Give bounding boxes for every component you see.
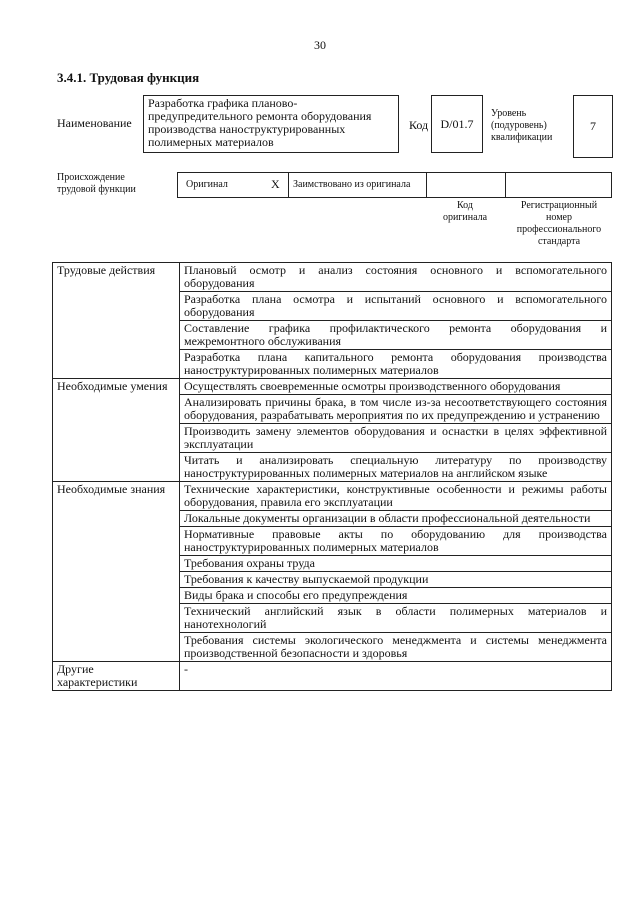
function-table (52, 262, 612, 691)
borrowed-label: Заимствовано из оригинала (293, 179, 411, 190)
table-cell: Нормативные правовые акты по оборудованию для производства наноструктурированных полимерных материалов (180, 527, 612, 556)
table-cell: - (180, 662, 612, 691)
name-line: производства наноструктурированных (148, 122, 346, 136)
category-cell: Трудовые действия (53, 263, 180, 379)
table-cell: Требования к качеству выпускаемой продукции (180, 572, 612, 588)
origin-label-line: трудовой функции (57, 184, 136, 195)
level-value: 7 (573, 95, 613, 158)
reg-number-caption (505, 200, 613, 248)
table-cell: Разработка плана капитального ремонта оборудования производства наноструктурированных полимерных материалов (180, 350, 612, 379)
section-title: 3.4.1. Трудовая функция (57, 70, 200, 85)
divider (288, 173, 289, 197)
table-cell: Технические характеристики, конструктивные особенности и режимы работы оборудования, правила его эксплуатации (180, 482, 612, 511)
code-label: Код (409, 118, 429, 132)
caption-line: оригинала (442, 212, 488, 223)
table-cell: Плановый осмотр и анализ состояния основного и вспомогательного оборудования (180, 263, 612, 292)
name-label: Наименование (57, 116, 132, 130)
origin-label-line: Происхождение (57, 172, 125, 183)
table-cell: Виды брака и способы его предупреждения (180, 588, 612, 604)
caption-line: номер (546, 212, 572, 223)
category-cell: Другие характеристики (53, 662, 180, 691)
table-cell: Разработка плана осмотра и испытаний основного и вспомогательного оборудования (180, 292, 612, 321)
table-cell: Читать и анализировать специальную литературу по производству наноструктурированных полимерных материалов на английском языке (180, 453, 612, 482)
table-cell: Локальные документы организации в области профессиональной деятельности (180, 511, 612, 527)
caption-line: профессионального (516, 224, 602, 235)
category-cell: Необходимые умения (53, 379, 180, 482)
caption-line: Регистрационный (520, 200, 598, 211)
divider (505, 173, 506, 197)
table-row (53, 482, 612, 511)
category-cell: Необходимые знания (53, 482, 180, 662)
level-label (491, 108, 552, 144)
level-label-line: (подуровень) (491, 120, 547, 131)
page-number: 30 (314, 38, 326, 52)
level-label-line: квалификации (491, 132, 553, 143)
name-line: Разработка графика планово- (148, 96, 298, 110)
table-cell: Производить замену элементов оборудования и оснастки в целях эффективной эксплуатации (180, 424, 612, 453)
table-cell: Требования системы экологического менеджмента и системы менеджмента производственной безопасности и здоровья (180, 633, 612, 662)
original-label: Оригинал (186, 179, 228, 190)
original-mark: X (271, 177, 280, 191)
table-cell: Требования охраны труда (180, 556, 612, 572)
table-cell: Составление графика профилактического ремонта оборудования и межремонтного обслуживания (180, 321, 612, 350)
table-cell: Технический английский язык в области полимерных материалов и нанотехнологий (180, 604, 612, 633)
table-cell: Осуществлять своевременные осмотры производственного оборудования (180, 379, 612, 395)
table-row (53, 379, 612, 395)
code-value: D/01.7 (431, 95, 483, 153)
table-row (53, 662, 612, 691)
origin-label (57, 172, 136, 196)
table-cell: Анализировать причины брака, в том числе из-за несоответствующего состояния оборудования, разрабатывать мероприятия по их предупреждению и устранению (180, 395, 612, 424)
table-row (53, 263, 612, 292)
divider (426, 173, 427, 197)
caption-line: Код (457, 200, 473, 211)
level-label-line: Уровень (491, 108, 527, 119)
caption-line: стандарта (537, 236, 581, 247)
origin-row (177, 172, 612, 198)
name-line: предупредительного ремонта оборудования (148, 109, 372, 123)
name-value (143, 95, 399, 153)
code-original-caption (425, 200, 505, 224)
name-line: полимерных материалов (148, 135, 274, 149)
